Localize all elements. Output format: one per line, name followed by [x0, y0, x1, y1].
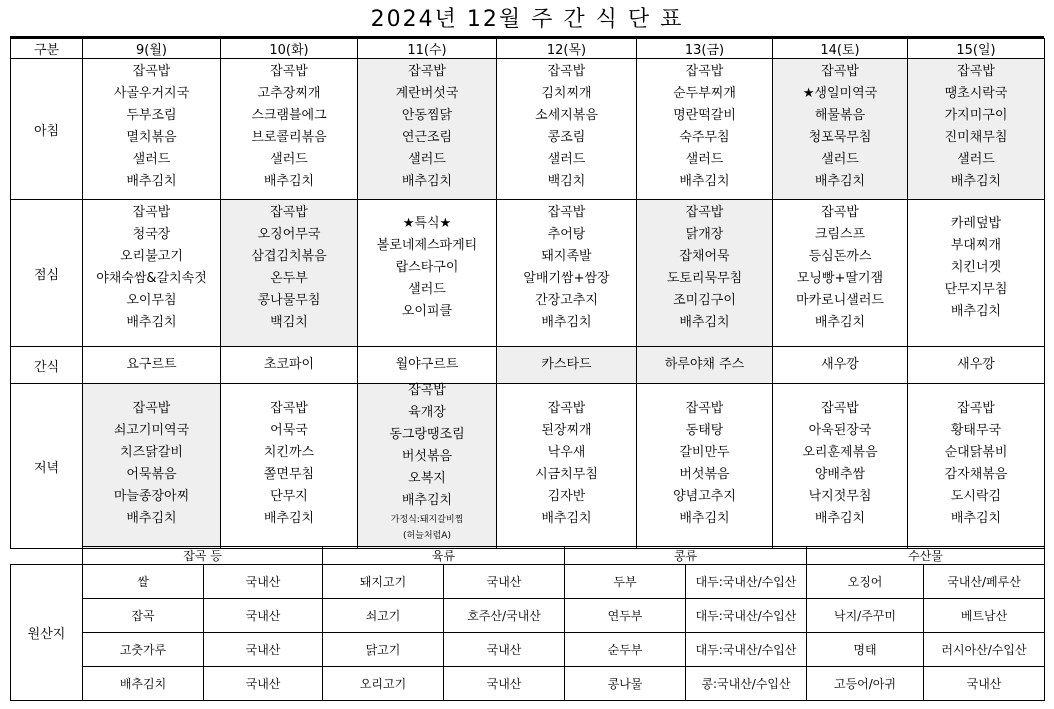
- menu-item: 잡곡밥: [685, 64, 724, 79]
- category-header: 구분: [11, 39, 83, 59]
- origin-country: 베트남산: [924, 599, 1045, 633]
- origin-item: 돼지고기: [323, 565, 444, 599]
- menu-item: 추어탕: [547, 227, 586, 242]
- menu-item: 초코파이: [263, 357, 315, 372]
- menu-item: 배추김치: [950, 174, 1002, 189]
- menu-item: 가정식:돼지갈비찜: [390, 515, 464, 525]
- menu-item: 오이피클: [401, 304, 453, 319]
- origin-group: 콩류: [565, 547, 807, 565]
- menu-item: 배추김치: [263, 511, 315, 526]
- menu-item: 김치찌개: [541, 86, 592, 101]
- menu-item: 양념고추지: [673, 489, 736, 504]
- meal-label: 저녁: [11, 384, 83, 549]
- menu-cell: [497, 59, 637, 200]
- origin-country: 대두:국내산/수입산: [686, 565, 807, 599]
- menu-item: 갈비만두: [679, 445, 730, 460]
- menu-item: 등심돈까스: [808, 249, 872, 264]
- menu-cell: [358, 384, 497, 549]
- menu-item: 순대닭볶비: [944, 445, 1008, 460]
- menu-item: 치킨너겟: [950, 260, 1002, 275]
- menu-item: 버섯볶음: [401, 449, 453, 464]
- menu-item: 조미김구이: [673, 293, 736, 308]
- menu-cell: [908, 347, 1045, 384]
- menu-item: 오리불고기: [120, 249, 183, 264]
- menu-item: 순두부찌개: [673, 86, 736, 101]
- origin-item: 낙지/주꾸미: [807, 599, 924, 633]
- menu-item: 배추김치: [814, 315, 866, 330]
- day-header: 10(화): [221, 39, 358, 59]
- meal-label: 간식: [11, 347, 83, 384]
- menu-item: 샐러드: [408, 282, 446, 297]
- menu-item: 사골우거지국: [113, 86, 190, 101]
- origin-item: 오리고기: [323, 667, 444, 701]
- menu-item: 잡곡밥: [408, 383, 446, 398]
- menu-item: 크림스프: [814, 227, 866, 242]
- menu-item: 잡곡밥: [821, 64, 859, 79]
- menu-item: 잡곡밥: [957, 64, 995, 79]
- menu-item: 브로콜리볶음: [251, 130, 327, 145]
- menu-item: 온두부: [270, 271, 308, 286]
- menu-item: 잡곡밥: [132, 401, 171, 416]
- menu-item: 양배추쌈: [814, 467, 866, 482]
- menu-item: 된장찌개: [541, 423, 592, 438]
- menu-item: 낙지젓무침: [808, 489, 872, 504]
- menu-item: 땡초시락국: [944, 86, 1008, 101]
- origin-item: 쌀: [83, 565, 204, 599]
- origin-country: 국내산: [444, 565, 565, 599]
- menu-item: ★생일미역국: [802, 86, 878, 101]
- menu-item: 삼겹김치볶음: [251, 249, 327, 264]
- menu-item: 잡곡밥: [270, 401, 308, 416]
- menu-item: 샐러드: [408, 152, 446, 167]
- origin-item: 고춧가루: [83, 633, 204, 667]
- menu-cell: [358, 347, 497, 384]
- menu-item: 잡곡밥: [132, 205, 171, 220]
- menu-cell: [497, 384, 637, 549]
- menu-item: 콩나물무침: [257, 293, 321, 308]
- menu-cell: [221, 200, 358, 347]
- origin-item: 명태: [807, 633, 924, 667]
- menu-item: 가지미구이: [944, 108, 1008, 123]
- menu-item: 오리훈제볶음: [802, 445, 878, 460]
- meal-label: 점심: [11, 200, 83, 347]
- origin-item: 고등어/아귀: [807, 667, 924, 701]
- menu-cell: [221, 347, 358, 384]
- menu-item: 잡곡밥: [547, 205, 586, 220]
- origin-item: 순두부: [565, 633, 686, 667]
- menu-item: 멸치볶음: [126, 130, 177, 145]
- menu-item: 닭개장: [685, 227, 724, 242]
- origin-country: 국내산: [444, 667, 565, 701]
- origin-country: 콩:국내산/수입산: [686, 667, 807, 701]
- origin-row: [11, 599, 1045, 633]
- origin-label: 원산지: [11, 565, 83, 701]
- menu-item: 동태탕: [685, 423, 724, 438]
- menu-item: 아욱된장국: [808, 423, 872, 438]
- menu-item: 도토리묵무침: [666, 271, 743, 286]
- menu-item: 잡곡밥: [132, 64, 171, 79]
- menu-item: 잡곡밥: [957, 401, 995, 416]
- menu-item: 감자채볶음: [944, 467, 1008, 482]
- menu-cell: [83, 384, 221, 549]
- day-header: 13(금): [637, 39, 773, 59]
- menu-item: 배추김치: [401, 493, 453, 508]
- menu-item: 부대찌개: [950, 238, 1002, 253]
- menu-item: 치즈닭갈비: [120, 445, 183, 460]
- menu-item: 백김치: [547, 174, 586, 189]
- origin-item: 오징어: [807, 565, 924, 599]
- menu-item: 샐러드: [547, 152, 586, 167]
- menu-item: 하루야채 주스: [664, 357, 745, 372]
- origin-country: 대두:국내산/수입산: [686, 633, 807, 667]
- menu-cell: [773, 59, 908, 200]
- menu-cell: [497, 200, 637, 347]
- menu-item: 배추김치: [814, 174, 866, 189]
- day-header: 9(월): [83, 39, 221, 59]
- menu-cell: [908, 59, 1045, 200]
- menu-cell: [83, 59, 221, 200]
- menu-item: 명란떡갈비: [673, 108, 736, 123]
- origin-country: 국내산: [924, 667, 1045, 701]
- menu-cell: [497, 347, 637, 384]
- menu-item: 낙우새: [547, 445, 586, 460]
- menu-cell: [358, 59, 497, 200]
- menu-item: 계란버섯국: [395, 86, 459, 101]
- menu-item: 샐러드: [685, 152, 724, 167]
- origin-country: 국내산: [204, 667, 323, 701]
- menu-item: 새우깡: [821, 357, 859, 372]
- menu-cell: [637, 384, 773, 549]
- menu-item: 오복지: [408, 471, 446, 486]
- menu-item: 스크램블에그: [251, 108, 327, 123]
- menu-item: 잡채어묵: [679, 249, 730, 264]
- menu-item: 배추김치: [126, 315, 177, 330]
- origin-group: 육류: [323, 547, 565, 565]
- origin-item: 콩나물: [565, 667, 686, 701]
- menu-cell: [773, 384, 908, 549]
- menu-item: 배추김치: [679, 511, 730, 526]
- menu-item: 볼로네제스파게티: [376, 238, 478, 253]
- origin-table: [10, 546, 1045, 701]
- menu-cell: [773, 347, 908, 384]
- menu-item: 배추김치: [126, 174, 177, 189]
- menu-item: 단무지: [270, 489, 308, 504]
- origin-country: 대두:국내산/수입산: [686, 599, 807, 633]
- weekly-menu-table: [10, 38, 1045, 549]
- menu-item: 잡곡밥: [270, 64, 308, 79]
- origin-item: 배추김치: [83, 667, 204, 701]
- menu-item: 오이무침: [126, 293, 177, 308]
- menu-item: 청국장: [132, 227, 171, 242]
- menu-item: 쇠고기미역국: [113, 423, 190, 438]
- menu-item: 고추장찌개: [257, 86, 321, 101]
- menu-item: 버섯볶음: [679, 467, 730, 482]
- origin-country: 국내산: [444, 633, 565, 667]
- menu-cell: [637, 347, 773, 384]
- menu-item: 월야구르트: [395, 357, 459, 372]
- menu-item: 도시락김: [950, 489, 1002, 504]
- meal-label: 아침: [11, 59, 83, 200]
- menu-item: 배추김치: [814, 511, 866, 526]
- menu-item: 어묵국: [270, 423, 308, 438]
- origin-row: [11, 633, 1045, 667]
- dinner-row: [11, 384, 1045, 549]
- menu-item: 카스타드: [541, 357, 592, 372]
- menu-item: 동그랑땡조림: [389, 427, 465, 442]
- menu-item: 알배기쌈+쌈장: [523, 271, 610, 286]
- menu-item: 돼지족발: [541, 249, 592, 264]
- origin-group: 잡곡 등: [83, 547, 323, 565]
- menu-item: 잡곡밥: [547, 401, 586, 416]
- menu-item: 새우깡: [957, 357, 995, 372]
- page-title: 2024년 12월 주 간 식 단 표: [370, 7, 684, 32]
- menu-item: 잡곡밥: [821, 401, 859, 416]
- menu-item: 잡곡밥: [270, 205, 308, 220]
- origin-country: 러시아산/수입산: [924, 633, 1045, 667]
- snack-row: [11, 347, 1045, 384]
- day-header: 14(토): [773, 39, 908, 59]
- origin-item: 잡곡: [83, 599, 204, 633]
- menu-cell: [637, 59, 773, 200]
- menu-item: 배추김치: [541, 511, 592, 526]
- menu-item: 배추김치: [401, 174, 453, 189]
- menu-item: 샐러드: [270, 152, 308, 167]
- menu-item: 샐러드: [957, 152, 995, 167]
- menu-item: 청포묵무침: [808, 130, 872, 145]
- menu-cell: [637, 200, 773, 347]
- menu-item: 배추김치: [950, 511, 1002, 526]
- menu-item: 소세지볶음: [535, 108, 598, 123]
- menu-item: 황태무국: [950, 423, 1002, 438]
- origin-item: 쇠고기: [323, 599, 444, 633]
- menu-item: 해물볶음: [814, 108, 866, 123]
- menu-item: 샐러드: [132, 152, 171, 167]
- menu-cell: [358, 200, 497, 347]
- menu-item: 잡곡밥: [547, 64, 586, 79]
- origin-group: 수산물: [807, 547, 1045, 565]
- menu-item: 모닝빵+딸기잼: [796, 271, 884, 286]
- menu-item: 샐러드: [821, 152, 859, 167]
- menu-item: 오징어무국: [257, 227, 321, 242]
- lunch-row: [11, 200, 1045, 347]
- menu-item: 김자반: [547, 489, 586, 504]
- menu-cell: [908, 200, 1045, 347]
- menu-item: 어묵볶음: [126, 467, 177, 482]
- menu-item: 야채숙쌈&갈치속젓: [96, 271, 207, 286]
- menu-item: 배추김치: [541, 315, 592, 330]
- menu-cell: [83, 200, 221, 347]
- menu-item: 연근조림: [401, 130, 453, 145]
- origin-row: [11, 667, 1045, 701]
- menu-item: 진미채무침: [944, 130, 1008, 145]
- menu-cell: [221, 59, 358, 200]
- header-row: [11, 39, 1045, 59]
- menu-item: 랍스타구이: [395, 260, 459, 275]
- menu-item: (허늘처럼A): [403, 531, 451, 541]
- origin-corner: [11, 547, 83, 565]
- menu-item: 쫄면무침: [263, 467, 315, 482]
- menu-item: 배추김치: [679, 174, 730, 189]
- origin-country: 호주산/국내산: [444, 599, 565, 633]
- menu-item: 시금치무침: [535, 467, 598, 482]
- menu-item: 잡곡밥: [685, 205, 724, 220]
- menu-item: 요구르트: [126, 357, 177, 372]
- menu-item: 배추김치: [679, 315, 730, 330]
- origin-country: 국내산: [204, 565, 323, 599]
- menu-item: 배추김치: [950, 304, 1002, 319]
- day-header: 11(수): [358, 39, 497, 59]
- menu-item: 마카로니샐러드: [796, 293, 884, 308]
- menu-item: 배추김치: [126, 511, 177, 526]
- menu-cell: [773, 200, 908, 347]
- menu-item: ★특식★: [402, 216, 452, 231]
- menu-item: 마늘종장아찌: [113, 489, 190, 504]
- origin-item: 닭고기: [323, 633, 444, 667]
- menu-cell: [221, 384, 358, 549]
- origin-group-row: [11, 547, 1045, 565]
- day-header: 15(일): [908, 39, 1045, 59]
- menu-item: 치킨까스: [263, 445, 315, 460]
- menu-item: 두부조림: [126, 108, 177, 123]
- breakfast-row: [11, 59, 1045, 200]
- menu-item: 숙주무침: [679, 130, 730, 145]
- menu-item: 간장고추지: [535, 293, 598, 308]
- origin-row: [11, 565, 1045, 599]
- origin-country: 국내산: [204, 599, 323, 633]
- origin-country: 국내산: [204, 633, 323, 667]
- menu-item: 콩조림: [547, 130, 586, 145]
- origin-country: 국내산/페루산: [924, 565, 1045, 599]
- menu-cell: [908, 384, 1045, 549]
- day-header: 12(목): [497, 39, 637, 59]
- menu-item: 단무지무침: [944, 282, 1008, 297]
- menu-cell: [83, 347, 221, 384]
- menu-item: 육개장: [408, 405, 446, 420]
- origin-item: 연두부: [565, 599, 686, 633]
- origin-item: 두부: [565, 565, 686, 599]
- menu-item: 카레덮밥: [950, 216, 1002, 231]
- menu-item: 안동찜닭: [401, 108, 453, 123]
- menu-item: 잡곡밥: [408, 64, 446, 79]
- menu-item: 잡곡밥: [821, 205, 859, 220]
- menu-item: 잡곡밥: [685, 401, 724, 416]
- menu-item: 백김치: [270, 315, 308, 330]
- menu-item: 배추김치: [263, 174, 315, 189]
